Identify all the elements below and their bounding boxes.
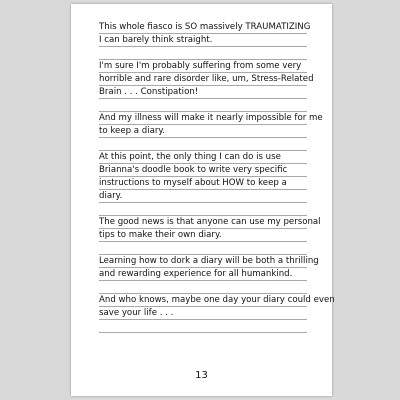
text-line: And who knows, maybe one day your diary could even [99, 295, 335, 305]
text-line: save your life . . . [99, 307, 307, 320]
blank-line [99, 320, 307, 333]
blank-line [99, 138, 307, 151]
text-line: The good news is that anyone can use my personal [99, 217, 321, 227]
text-line: At this point, the only thing I can do is use [99, 151, 307, 164]
text-line: Brain . . . Constipation! [99, 86, 307, 99]
text-line: instructions to myself about HOW to keep a [99, 177, 307, 190]
text-line: diary. [99, 190, 307, 203]
diary-page [71, 4, 335, 396]
text-line: I'm sure I'm probably suffering from some very [99, 60, 307, 73]
blank-line [99, 242, 307, 255]
blank-line [99, 47, 307, 60]
ruled-text [99, 21, 335, 333]
text-line: Learning how to dork a diary will be both a thrilling [99, 256, 319, 266]
text-line: horrible and rare disorder like, um, Stress-Related [99, 74, 314, 84]
text-line: to keep a diary. [99, 125, 307, 138]
text-line: I can barely think straight. [99, 34, 307, 47]
text-line: tips to make their own diary. [99, 229, 307, 242]
blank-line [99, 99, 307, 112]
text-line: and rewarding experience for all humankind. [99, 268, 307, 281]
text-line: And my illness will make it nearly impossible for me [99, 113, 323, 123]
text-line: Brianna's doodle book to write very specific [99, 164, 307, 177]
blank-line [99, 281, 307, 294]
page-number: 13 [195, 370, 208, 381]
text-line: This whole fiasco is SO massively TRAUMATIZING [99, 22, 311, 32]
blank-line [99, 203, 307, 216]
